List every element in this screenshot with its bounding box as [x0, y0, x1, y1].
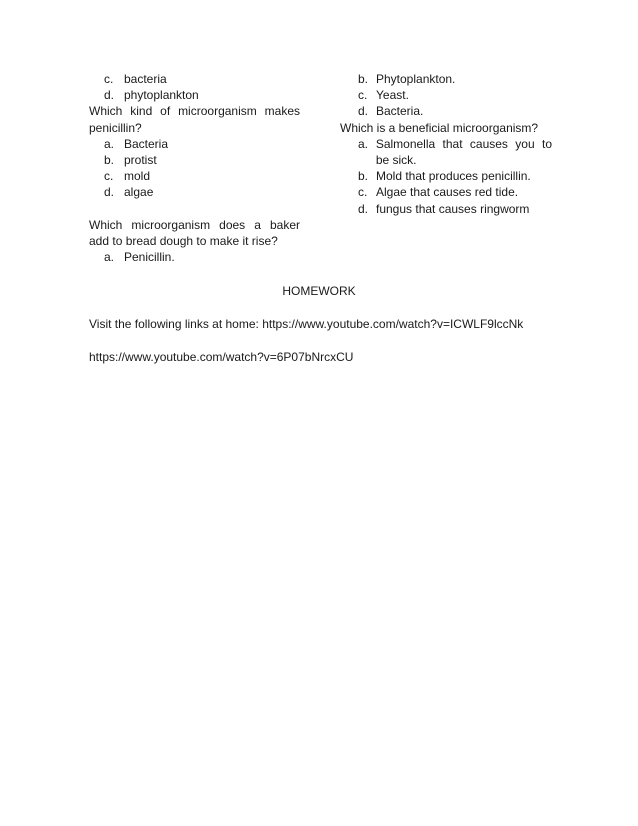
option-item [89, 152, 300, 168]
option-letter: d. [104, 185, 115, 200]
option-item [89, 87, 300, 103]
option-item [89, 168, 300, 184]
option-text: Mold that produces penicillin. [376, 169, 531, 184]
homework-line-1 [89, 317, 523, 331]
question-beneficial: Which is a beneficial microorganism? [340, 120, 539, 135]
option-text: Phytoplankton. [376, 72, 456, 86]
option-letter: a. [358, 136, 369, 151]
option-text: phytoplankton [124, 88, 199, 103]
option-item [340, 201, 552, 217]
option-letter: c. [104, 169, 114, 184]
option-text: algae [124, 185, 154, 200]
youtube-link-1[interactable]: https://www.youtube.com/watch?v=ICWLF9lccNk [262, 317, 524, 331]
option-letter: d. [358, 104, 369, 119]
option-item [89, 136, 300, 152]
option-item [340, 136, 552, 168]
option-item [340, 184, 552, 200]
homework-heading: HOMEWORK [282, 284, 356, 298]
option-text: fungus that causes ringworm [376, 201, 530, 216]
option-text: mold [124, 169, 151, 184]
option-item [340, 103, 552, 119]
option-text: Yeast. [376, 88, 409, 103]
option-letter: d. [358, 201, 369, 216]
option-letter: b. [358, 169, 369, 184]
option-text: Algae that causes red tide. [376, 185, 519, 200]
option-text: Bacteria [124, 136, 169, 151]
question-baker: Which microorganism does a baker add to bread dough to make it rise? [89, 217, 300, 249]
homework-intro: Visit the following links at home: [89, 317, 263, 331]
option-text: Bacteria. [376, 104, 424, 119]
youtube-link-2[interactable]: https://www.youtube.com/watch?v=6P07bNrcxCU [89, 350, 354, 364]
option-letter: b. [358, 72, 369, 86]
option-letter: c. [104, 72, 114, 86]
option-item [340, 87, 552, 103]
option-letter: c. [358, 185, 368, 200]
option-letter: a. [104, 136, 115, 151]
option-text: Penicillin. [124, 250, 175, 265]
right-column [340, 71, 552, 217]
option-letter: b. [104, 153, 115, 168]
option-letter: d. [104, 88, 115, 103]
question-penicillin: Which kind of microorganism makes penicillin? [89, 104, 300, 135]
left-column [89, 71, 300, 265]
option-text: protist [124, 153, 157, 168]
option-item [89, 71, 300, 87]
option-item [89, 184, 300, 200]
homework-line-2 [89, 350, 353, 364]
option-item [340, 168, 552, 184]
option-letter: a. [104, 250, 115, 265]
option-item [340, 71, 552, 87]
option-item [89, 249, 300, 265]
option-text: Salmonella that causes you to be sick. [375, 136, 552, 168]
option-text: bacteria [124, 72, 167, 86]
option-letter: c. [358, 88, 368, 103]
